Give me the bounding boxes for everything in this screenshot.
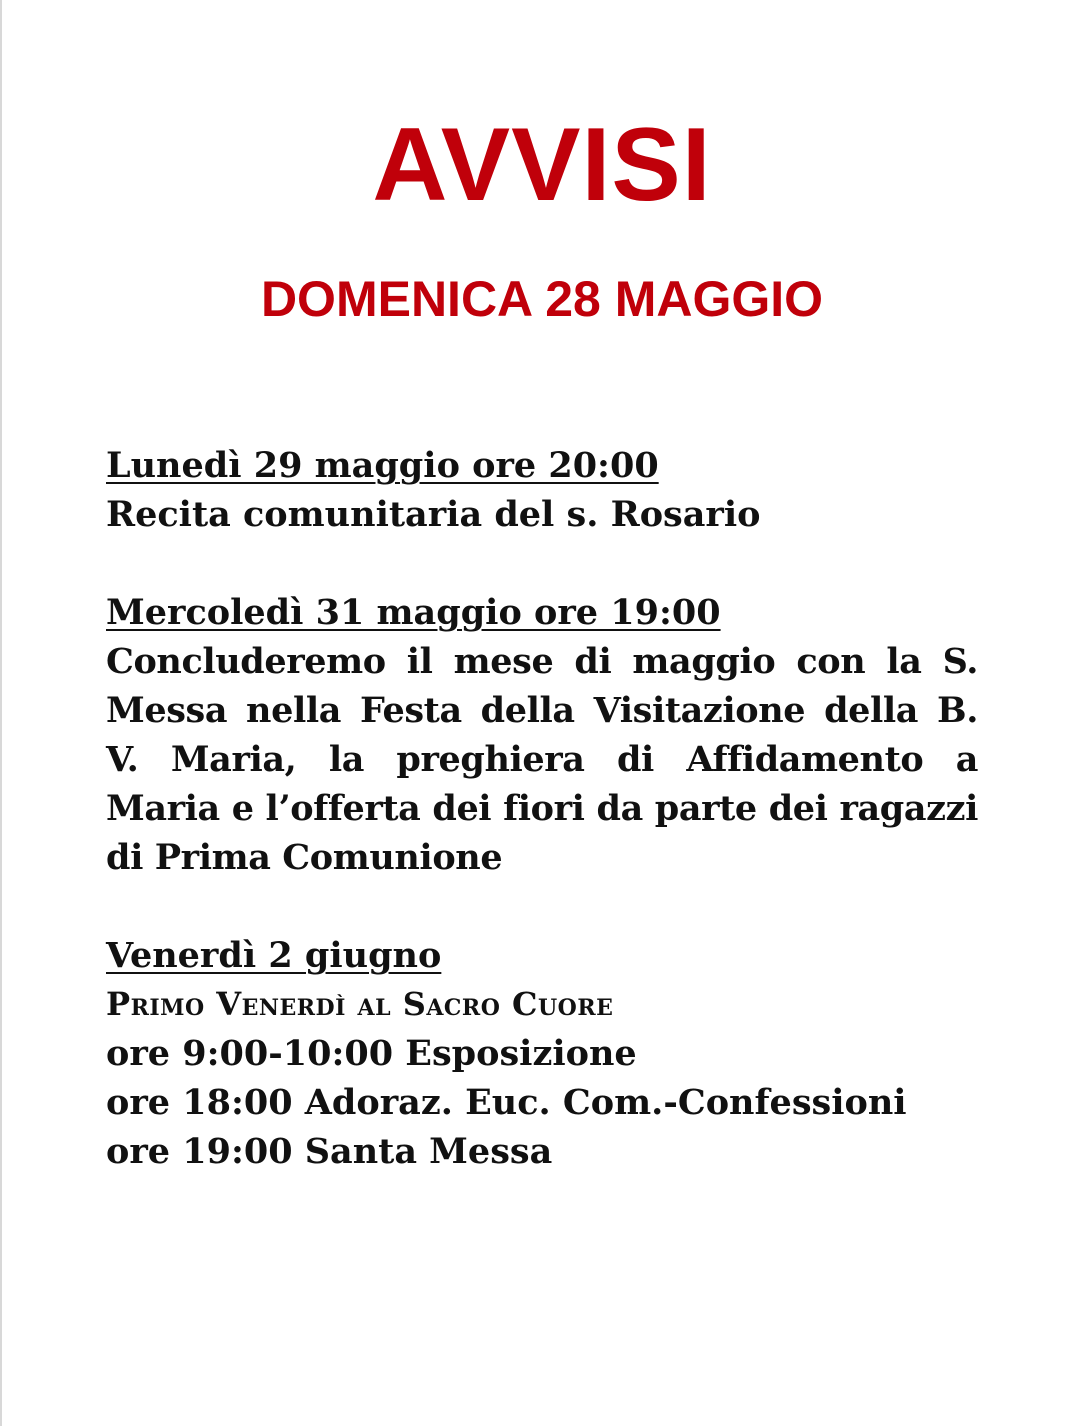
schedule-item: ore 18:00 Adoraz. Euc. Com.-Confessioni [106,1082,907,1123]
notice-heading: Lunedì 29 maggio ore 20:00 [106,445,659,486]
page-title: AVVISI [372,107,712,223]
notice-text: Concluderemo il mese di maggio con la S. Messa nella Festa della Visitazione della B. V. Maria, la preghiera di Affidamento a Maria e l’offerta dei fiori da parte dei ragazzi di Prima Comunione [106,641,978,878]
notice-heading: Mercoledì 31 maggio ore 19:00 [106,592,721,633]
notice-heading: Venerdì 2 giugno [106,935,442,976]
notices-list [106,441,978,1225]
notice-friday [106,931,978,1176]
notice-text: Recita comunitaria del s. Rosario [106,494,761,535]
notice-monday [106,441,978,539]
notice-wednesday [106,588,978,882]
notice-subheading: Primo Venerdì al Sacro Cuore [106,985,614,1023]
page-subtitle-date: DOMENICA 28 MAGGIO [260,271,824,327]
schedule-item: ore 19:00 Santa Messa [106,1131,553,1172]
schedule-item: ore 9:00-10:00 Esposizione [106,1033,637,1074]
